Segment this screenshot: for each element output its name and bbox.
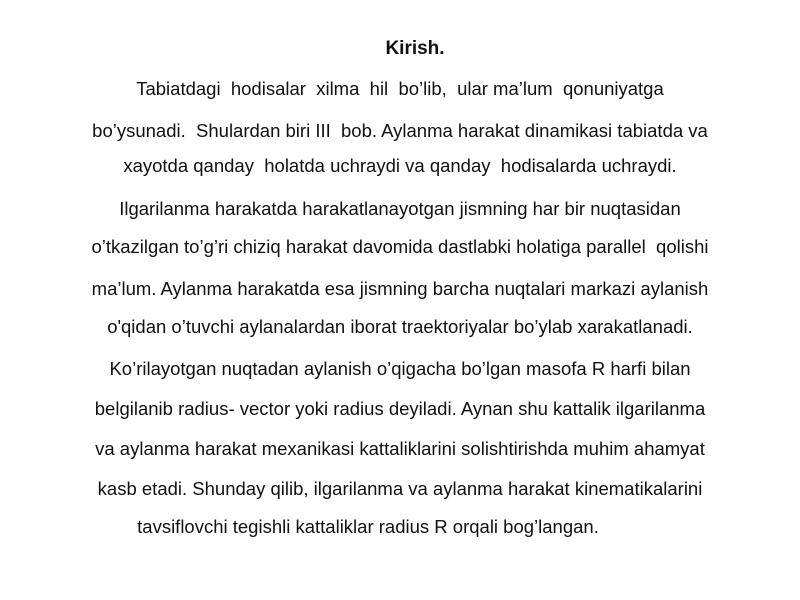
paragraph-line: o'qidan o’tuvchi aylanalardan iborat traektoriyalar bo’ylab xarakatlanadi. <box>107 316 693 337</box>
document-title: Kirish. <box>385 38 445 59</box>
paragraph-line: Ilgarilanma harakatda harakatlanayotgan jismning har bir nuqtasidan <box>119 198 681 219</box>
paragraph-line: va aylanma harakat mexanikasi kattaliklarini solishtirishda muhim ahamyat <box>95 438 705 459</box>
paragraph-line: Ko’rilayotgan nuqtadan aylanish o’qigacha bo’lgan masofa R harfi bilan <box>109 358 691 379</box>
paragraph-line: xayotda qanday holatda uchraydi va qanday hodisalarda uchraydi. <box>123 155 677 176</box>
paragraph-line: kasb etadi. Shunday qilib, ilgarilanma va aylanma harakat kinematikalarini <box>97 478 703 499</box>
paragraph-line: belgilanib radius- vector yoki radius deyiladi. Aynan shu kattalik ilgarilanma <box>94 398 706 419</box>
paragraph-line: ma’lum. Aylanma harakatda esa jismning barcha nuqtalari markazi aylanish <box>91 278 709 299</box>
paragraph-line: bo’ysunadi. Shulardan biri III bob. Aylanma harakat dinamikasi tabiatda va <box>92 120 708 141</box>
paragraph-line: o’tkazilgan to’g’ri chiziq harakat davomida dastlabki holatiga parallel qolishi <box>91 236 709 257</box>
paragraph-line: Tabiatdagi hodisalar xilma hil bo’lib, ular ma’lum qonuniyatga <box>136 78 664 99</box>
paragraph-line: tavsiflovchi tegishli kattaliklar radius R orqali bog’langan. <box>137 516 599 537</box>
